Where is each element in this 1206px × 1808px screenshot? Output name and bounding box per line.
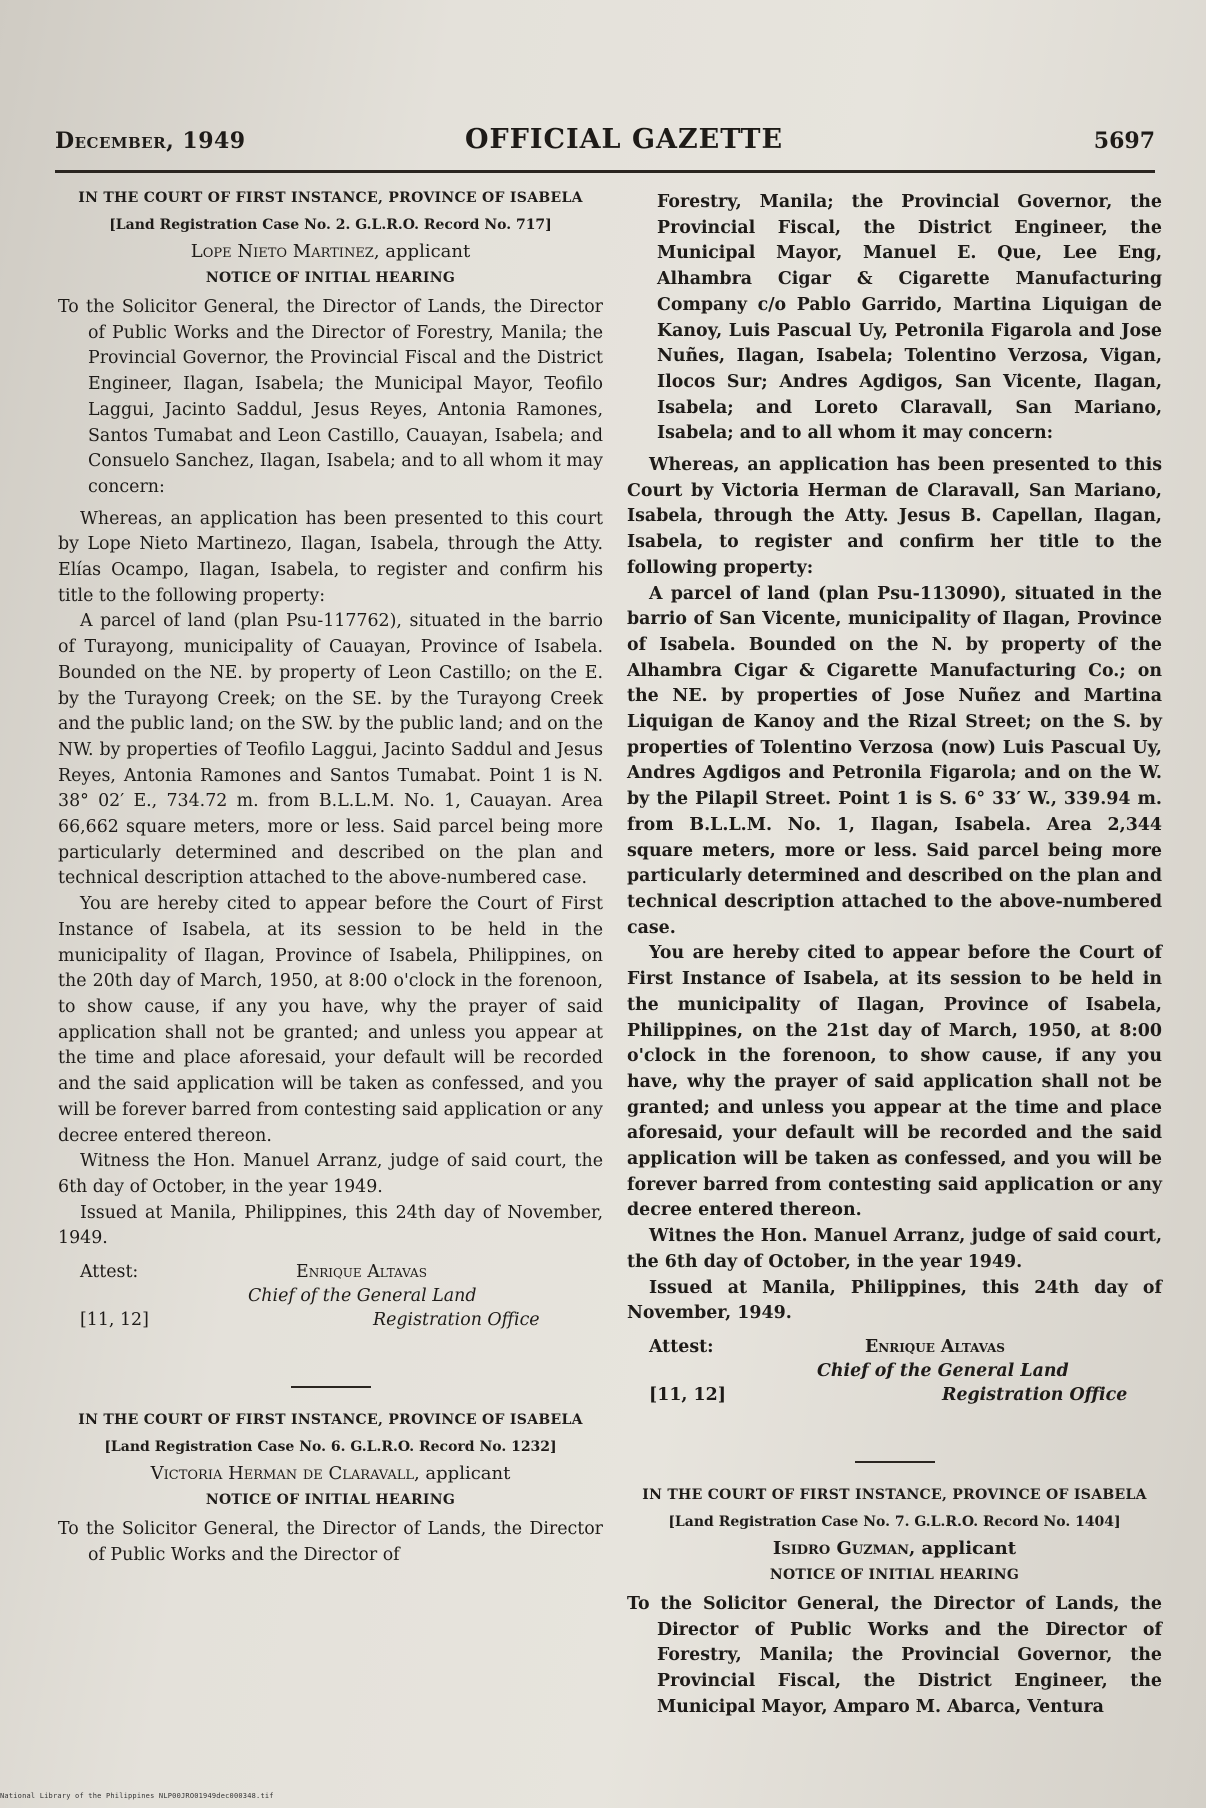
applicant-name: Isidro Guzman xyxy=(772,1537,910,1559)
notice-address: To the Solicitor General, the Director of Lands, the Director of Public Works and the Director of Forestry, Manila; the Provincial Governor, the Provincial Fiscal, the District Engineer, the Municipal Mayor, Amparo M. Abarca, Ventura xyxy=(627,1593,1162,1717)
witness-paragraph: Witness the Hon. Manuel Arranz, judge of said court, the 6th day of October, in the year 1949. xyxy=(58,1151,603,1197)
notice-address-continued: Forestry, Manila; the Provincial Governor, the Provincial Fiscal, the District Engineer, the Municipal Mayor, Manuel E. Que, Lee Eng, Alhambra Cigar & Cigarette Manufacturing Company c/o Pablo Garrido, Martina Liquigan de Kanoy, Luis Pascual Uy, Petronila Figarola and Jose Nuñes, Ilagan, Isabela; Tolentino Verzosa, Vigan, Ilocos Sur; Andres Agdigos, San Vicente, Ilagan, Isabela; and Loreto Claravall, San Mariano, Isabela; and to all whom it may concern: xyxy=(657,192,1162,444)
citation-paragraph: You are hereby cited to appear before the Court of First Instance of Isabela, at its session to be held in the municipality of Ilagan, Province of Isabela, Philippines, on the 21st day of March, 1950, at 8:00 o'clock in the forenoon, to show cause, if any you have, why the prayer of said application shall not be granted; and unless you appear at the time and place aforesaid, your default will be recorded and the said application will be taken as confessed, and you will be forever barred from contesting said application or any decree entered thereon. xyxy=(627,943,1162,1221)
attest-label: Attest: xyxy=(649,1336,714,1357)
notice-separator xyxy=(291,1386,371,1388)
attest-label: Attest: xyxy=(80,1262,139,1283)
parcel-paragraph: A parcel of land (plan Psu-113090), situated in the barrio of San Vicente, municipality of Ilagan, Province of Isabela. Bounded on the N. by property of the Alhambra Cigar & Cigarette Manufacturing Co.; on the NE. by properties of Jose Nuñez and Martina Liquigan de Kanoy and the Rizal Street; on the S. by properties of Tolentino Verzosa (now) Luis Pascual Uy, Andres Agdigos and Petronila Figarola; and on the W. by the Pilapil Street. Point 1 is S. 6° 33′ W., 339.94 m. from B.L.L.M. No. 1, Ilagan, Isabela. Area 2,344 square meters, more or less. Said parcel being more particularly determined and described on the plan and technical description attached to the above-numbered case. xyxy=(627,583,1162,938)
notice-address: To the Solicitor General, the Director of Lands, the Director of Public Works and the Director of xyxy=(58,1519,603,1565)
notice-title: NOTICE OF INITIAL HEARING xyxy=(205,1492,456,1509)
applicant-suffix: , applicant xyxy=(413,1463,511,1485)
header-page-number: 5697 xyxy=(1093,128,1155,154)
scan-footer: National Library of the Philippines NLP00JRO01949dec000348.tif xyxy=(0,1792,274,1800)
notice-case-2 xyxy=(58,190,603,1362)
applicant-line xyxy=(58,239,603,265)
right-column xyxy=(627,190,1162,1720)
applicant-name: Lope Nieto Martinez xyxy=(190,241,374,262)
attest-title-line2: Registration Office xyxy=(373,1310,540,1331)
attest-name: Enrique Altavas xyxy=(296,1262,427,1283)
court-heading: IN THE COURT OF FIRST INSTANCE, PROVINCE OF ISABELA xyxy=(642,1486,1147,1503)
case-reference: [Land Registration Case No. 7. G.L.R.O. Record No. 1404] xyxy=(668,1513,1121,1530)
witness-paragraph: Witnes the Hon. Manuel Arranz, judge of said court, the 6th day of October, in the year 1949. xyxy=(627,1226,1162,1272)
attestation-block xyxy=(58,1260,603,1362)
case-reference: [Land Registration Case No. 6. G.L.R.O. Record No. 1232] xyxy=(104,1439,557,1456)
header-date: December, 1949 xyxy=(55,128,246,154)
applicant-line xyxy=(627,1536,1162,1562)
left-column xyxy=(58,190,603,1568)
notice-title: NOTICE OF INITIAL HEARING xyxy=(769,1566,1020,1583)
citation-paragraph: You are hereby cited to appear before the Court of First Instance of Isabela, at its session to be held in the municipality of Ilagan, Province of Isabela, Philippines, on the 20th day of March, 1950, at 8:00 o'clock in the forenoon, to show cause, if any you have, why the prayer of said application shall not be granted; and unless you appear at the time and place aforesaid, your default will be recorded and the said application will be taken as confessed, and you will be forever barred from contesting said application or any decree entered thereon. xyxy=(58,894,603,1146)
applicant-line xyxy=(58,1461,603,1487)
notice-case-6-continued xyxy=(627,190,1162,1437)
notice-case-7 xyxy=(627,1487,1162,1721)
attestation-block xyxy=(627,1335,1162,1437)
whereas-paragraph: Whereas, an application has been presented to this Court by Victoria Herman de Claravall, San Mariano, Isabela, through the Atty. Jesus B. Capellan, Ilagan, Isabela, to register and confirm her title to the following property: xyxy=(627,455,1162,578)
whereas-paragraph: Whereas, an application has been presented to this court by Lope Nieto Martinezo, Ilagan, Isabela, through the Atty. Elías Ocampo, Ilagan, Isabela, to register and confirm his title to the following property: xyxy=(58,508,603,606)
attest-title-line1: Chief of the General Land xyxy=(248,1286,477,1307)
attest-title-line2: Registration Office xyxy=(942,1384,1128,1405)
attest-name: Enrique Altavas xyxy=(865,1336,1005,1357)
page-header xyxy=(55,124,1155,164)
notice-case-6 xyxy=(58,1412,603,1568)
issued-paragraph: Issued at Manila, Philippines, this 24th day of November, 1949. xyxy=(58,1202,603,1249)
applicant-suffix: , applicant xyxy=(373,241,471,262)
court-heading: IN THE COURT OF FIRST INSTANCE, PROVINCE OF ISABELA xyxy=(78,1412,583,1429)
header-rule xyxy=(55,170,1155,173)
notice-title: NOTICE OF INITIAL HEARING xyxy=(205,270,456,286)
notice-separator xyxy=(855,1461,935,1463)
court-heading: IN THE COURT OF FIRST INSTANCE, PROVINCE OF ISABELA xyxy=(78,190,583,206)
issued-paragraph: Issued at Manila, Philippines, this 24th day of November, 1949. xyxy=(627,1277,1162,1324)
attest-issue-numbers: [11, 12] xyxy=(649,1384,726,1405)
case-reference: [Land Registration Case No. 2. G.L.R.O. Record No. 717] xyxy=(109,217,552,233)
attest-title-line1: Chief of the General Land xyxy=(817,1360,1069,1381)
header-title: OFFICIAL GAZETTE xyxy=(465,124,784,155)
notice-address: To the Solicitor General, the Director of Lands, the Director of Public Works and the Director of Forestry, Manila; the Provincial Governor, the Provincial Fiscal and the District Engineer, Ilagan, Isabela; the Municipal Mayor, Teofilo Laggui, Jacinto Saddul, Jesus Reyes, Antonia Ramones, Santos Tumabat and Leon Castillo, Cauayan, Isabela; and Consuelo Sanchez, Ilagan, Isabela; and to all whom it may concern: xyxy=(58,297,603,497)
attest-issue-numbers: [11, 12] xyxy=(80,1310,149,1331)
applicant-suffix: , applicant xyxy=(909,1537,1017,1559)
parcel-paragraph: A parcel of land (plan Psu-117762), situated in the barrio of Turayong, municipality of Cauayan, Province of Isabela. Bounded on the NE. by property of Leon Castillo; on the E. by the Turayong Creek; on the SE. by the Turayong Creek and the public land; on the SW. by the public land; and on the NW. by properties of Teofilo Laggui, Jacinto Saddul and Jesus Reyes, Antonia Ramones and Santos Tumabat. Point 1 is N. 38° 02′ E., 734.72 m. from B.L.L.M. No. 1, Cauayan. Area 66,662 square meters, more or less. Said parcel being more particularly determined and described on the plan and technical description attached to the above-numbered case. xyxy=(58,611,603,889)
applicant-name: Victoria Herman de Claravall xyxy=(150,1463,414,1485)
